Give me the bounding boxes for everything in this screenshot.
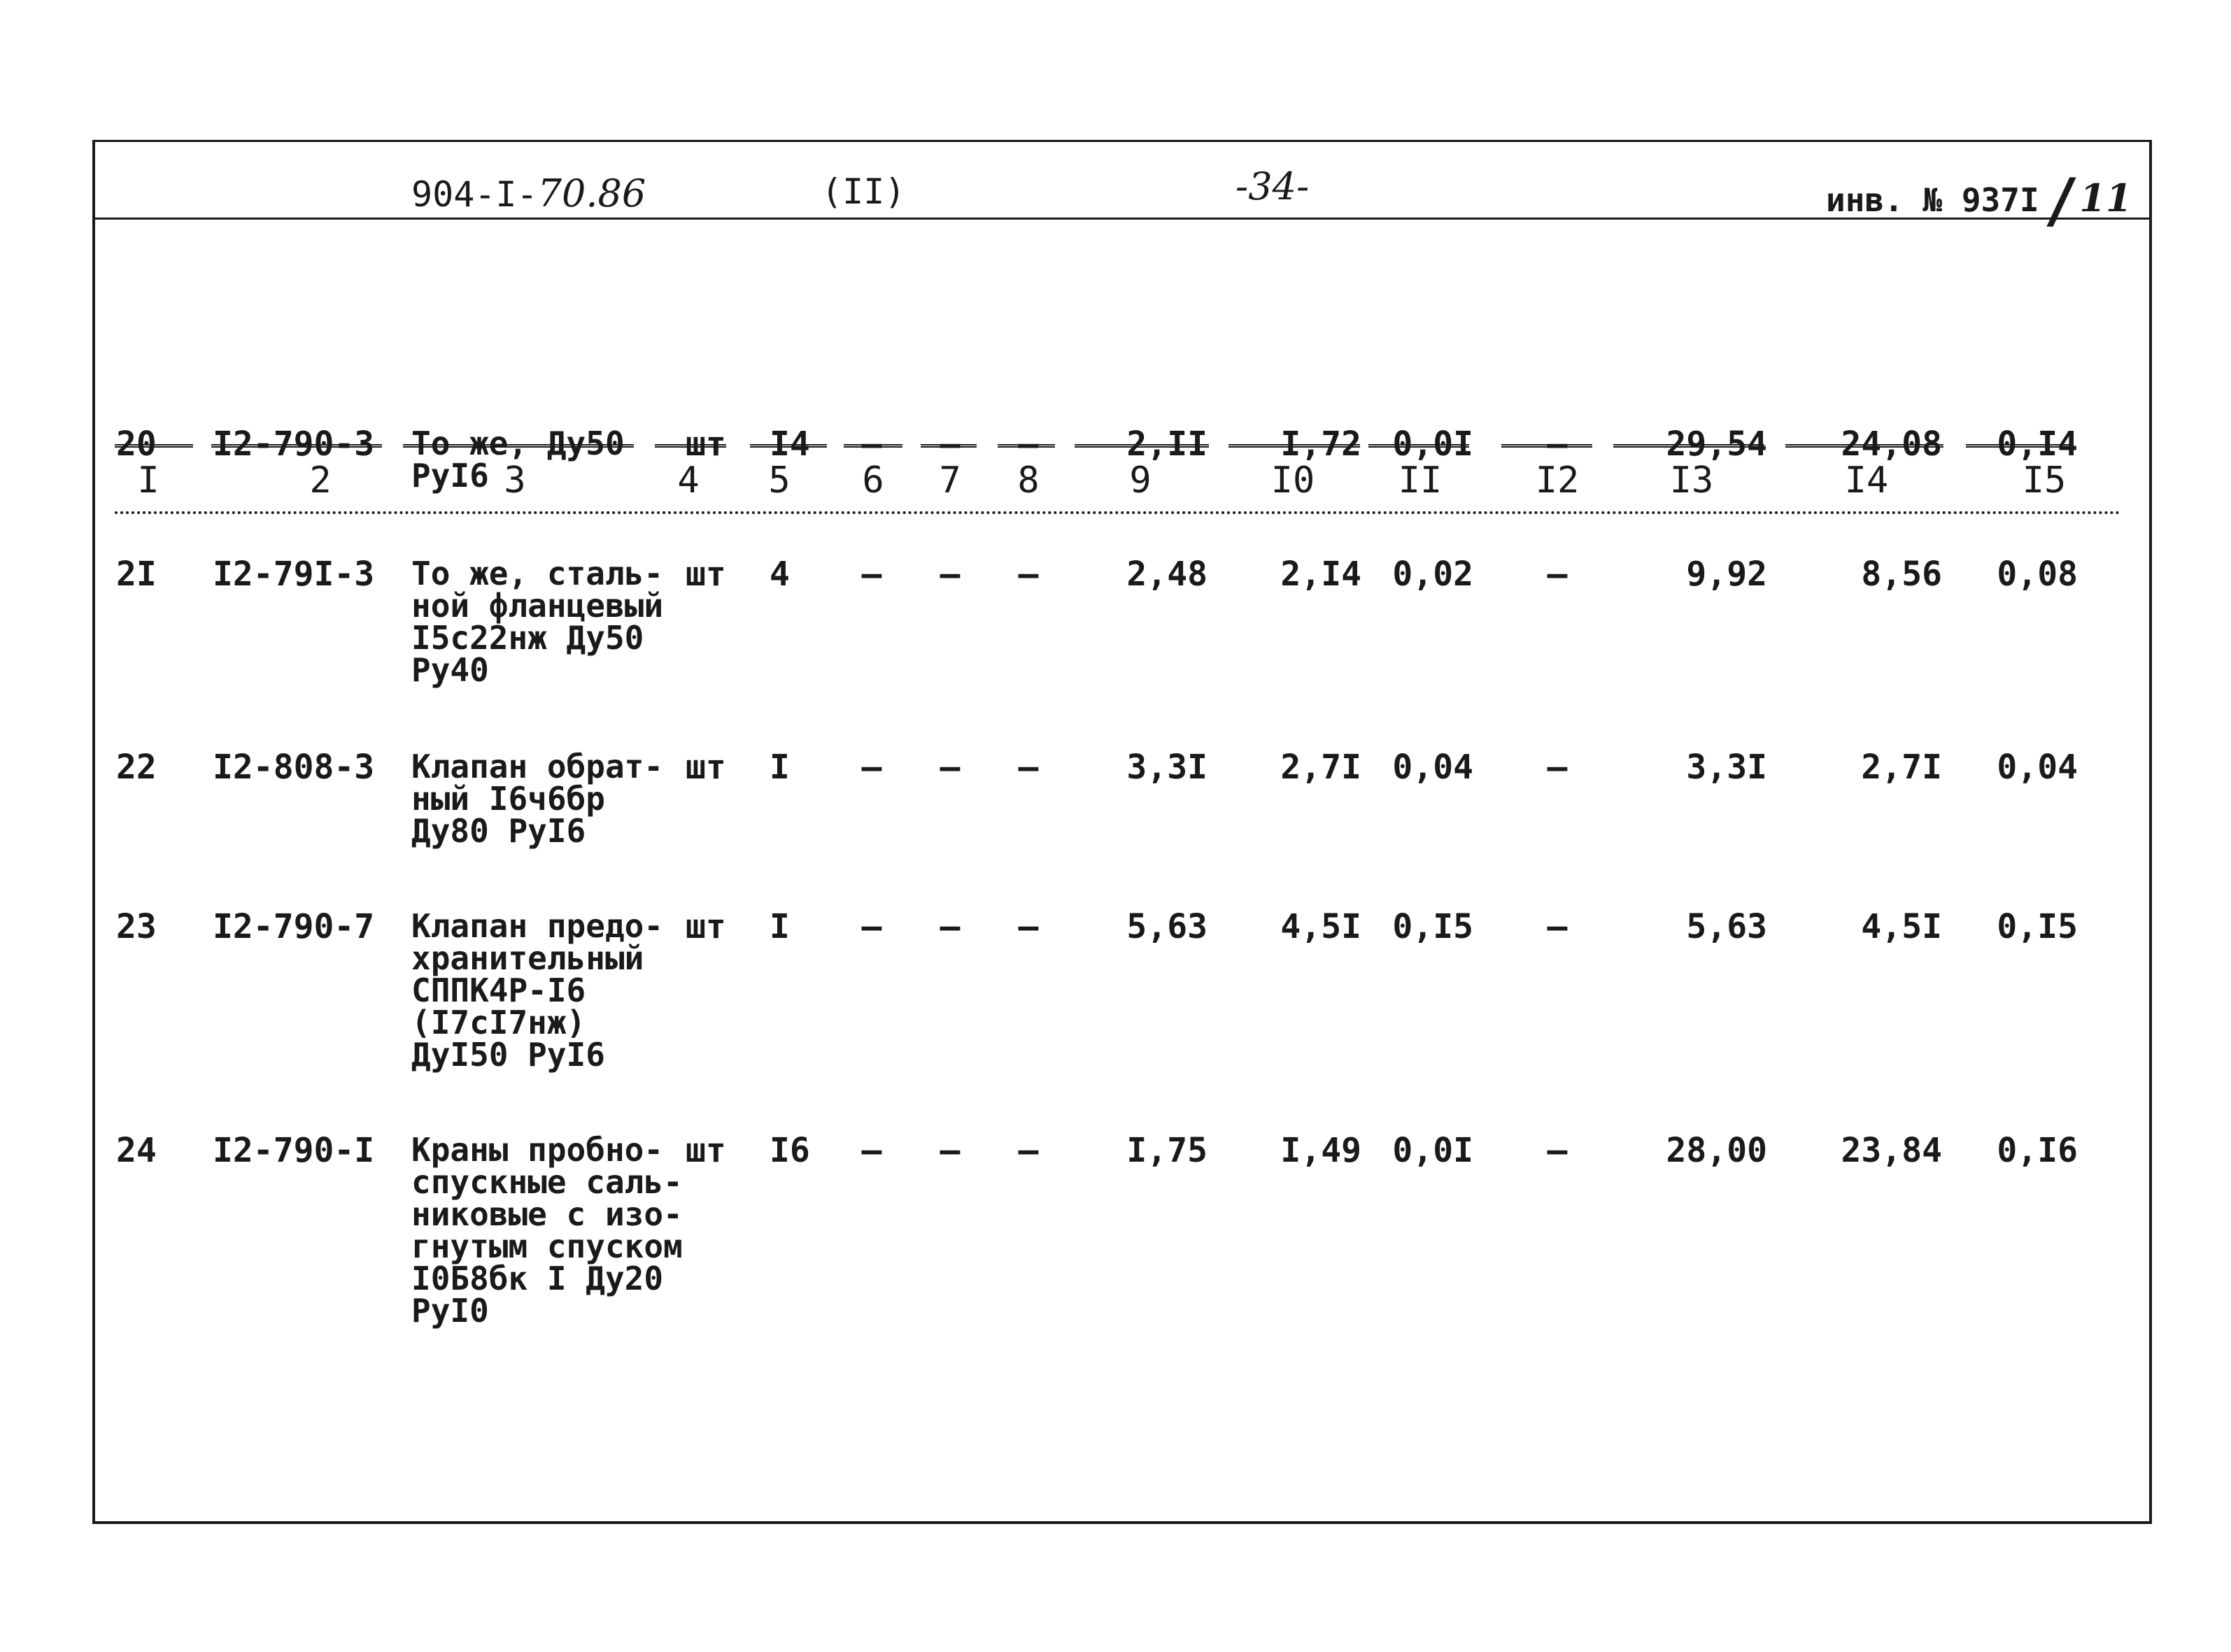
unit: шт (686, 748, 726, 787)
col-10-value: I,72 (1280, 425, 1361, 464)
col-14-value: 23,84 (1841, 1131, 1942, 1170)
row-number: 24 (116, 1131, 157, 1170)
quantity: I (770, 748, 790, 787)
column-number: I (137, 460, 160, 501)
col-7-value: – (940, 1131, 961, 1170)
column-number: 7 (939, 460, 961, 501)
row-number: 2I (116, 555, 157, 594)
col-10-value: 2,I4 (1280, 555, 1361, 594)
col-12-value: – (1547, 907, 1568, 946)
column-number: 4 (677, 460, 700, 501)
col-15-value: 0,04 (1997, 748, 2078, 787)
col-11-value: 0,0I (1392, 425, 1473, 464)
column-number: 5 (768, 460, 791, 501)
column-number: 9 (1129, 460, 1152, 501)
col-14-value: 24,08 (1841, 425, 1942, 464)
col-8-value: – (1018, 555, 1039, 594)
quantity: I4 (770, 425, 810, 464)
column-number: 2 (309, 460, 332, 501)
col-7-value: – (940, 748, 961, 787)
col-14-value: 2,7I (1861, 748, 1942, 787)
page-number: -34- (1235, 164, 1310, 208)
item-description: То же, сталь- ной фланцевый I5с22нж Ду50 Ру40 (411, 555, 664, 689)
catalog-code: I2-79I-3 (213, 555, 375, 594)
row-number: 23 (116, 907, 157, 946)
unit-mass: I,75 (1126, 1131, 1207, 1170)
col-6-value: – (861, 748, 882, 787)
item-description: Клапан предо- хранительный СППК4Р-I6 (I7сI7нж) ДуI50 РуI6 (411, 907, 664, 1074)
document-sheet (92, 140, 2152, 1524)
column-number: 3 (504, 460, 526, 501)
column-number: I4 (1844, 460, 1889, 501)
column-number: II (1398, 460, 1443, 501)
total-mass: 3,3I (1686, 748, 1767, 787)
unit: шт (686, 907, 726, 946)
catalog-code: I2-790-3 (213, 425, 375, 464)
column-number: 6 (862, 460, 884, 501)
col-11-value: 0,I5 (1392, 907, 1473, 946)
col-15-value: 0,I5 (1997, 907, 2078, 946)
unit: шт (686, 1131, 726, 1170)
catalog-code: I2-790-I (213, 1131, 375, 1170)
item-description: Клапан обрат- ный I6ч6бр Ду80 РуI6 (411, 748, 664, 850)
quantity: 4 (770, 555, 790, 594)
sheet-part: (II) (821, 171, 906, 212)
col-8-value: – (1018, 748, 1039, 787)
total-mass: 29,54 (1666, 425, 1767, 464)
col-12-value: – (1547, 1131, 1568, 1170)
column-number: I2 (1535, 460, 1580, 501)
col-10-value: 4,5I (1280, 907, 1361, 946)
header-rule (95, 218, 2149, 220)
row-number: 22 (116, 748, 157, 787)
column-number-rule (115, 511, 2121, 514)
item-description: Краны пробно- спускные саль- никовые с изо- гнутым спуском I0Б8бк I Ду20 РуI0 (411, 1131, 683, 1330)
catalog-code: I2-790-7 (213, 907, 375, 946)
column-number: I3 (1669, 460, 1714, 501)
col-8-value: – (1018, 1131, 1039, 1170)
column-number: I0 (1270, 460, 1315, 501)
col-10-value: 2,7I (1280, 748, 1361, 787)
col-11-value: 0,02 (1392, 555, 1473, 594)
unit-mass: 5,63 (1126, 907, 1207, 946)
col-11-value: 0,04 (1392, 748, 1473, 787)
col-11-value: 0,0I (1392, 1131, 1473, 1170)
col-15-value: 0,I6 (1997, 1131, 2078, 1170)
column-number: 8 (1017, 460, 1040, 501)
col-6-value: – (861, 1131, 882, 1170)
col-7-value: – (940, 425, 961, 464)
slash-mark: / (2043, 166, 2080, 236)
total-mass: 9,92 (1686, 555, 1767, 594)
col-12-value: – (1547, 555, 1568, 594)
unit: шт (686, 425, 726, 464)
quantity: I6 (770, 1131, 810, 1170)
col-6-value: – (861, 907, 882, 946)
col-15-value: 0,I4 (1997, 425, 2078, 464)
col-8-value: – (1018, 907, 1039, 946)
col-12-value: – (1547, 425, 1568, 464)
catalog-code: I2-808-3 (213, 748, 375, 787)
col-10-value: I,49 (1280, 1131, 1361, 1170)
row-number: 20 (116, 425, 157, 464)
unit-mass: 2,48 (1126, 555, 1207, 594)
col-15-value: 0,08 (1997, 555, 2078, 594)
quantity: I (770, 907, 790, 946)
col-7-value: – (940, 555, 961, 594)
col-8-value: – (1018, 425, 1039, 464)
column-number: I5 (2022, 460, 2067, 501)
col-7-value: – (940, 907, 961, 946)
unit-mass: 3,3I (1126, 748, 1207, 787)
col-12-value: – (1547, 748, 1568, 787)
unit: шт (686, 555, 726, 594)
doc-code-handwritten: 70.86 (537, 171, 646, 215)
col-6-value: – (861, 555, 882, 594)
col-14-value: 4,5I (1861, 907, 1942, 946)
unit-mass: 2,II (1126, 425, 1207, 464)
inventory-handwritten: 11 (2079, 176, 2132, 220)
inventory-number: инв. № 937I/11 (1826, 166, 2132, 236)
col-6-value: – (861, 425, 882, 464)
total-mass: 28,00 (1666, 1131, 1767, 1170)
doc-code: 904-I-70.86 (411, 171, 646, 215)
col-14-value: 8,56 (1861, 555, 1942, 594)
total-mass: 5,63 (1686, 907, 1767, 946)
item-description: То же, Ду50 РуI6 (411, 425, 625, 494)
